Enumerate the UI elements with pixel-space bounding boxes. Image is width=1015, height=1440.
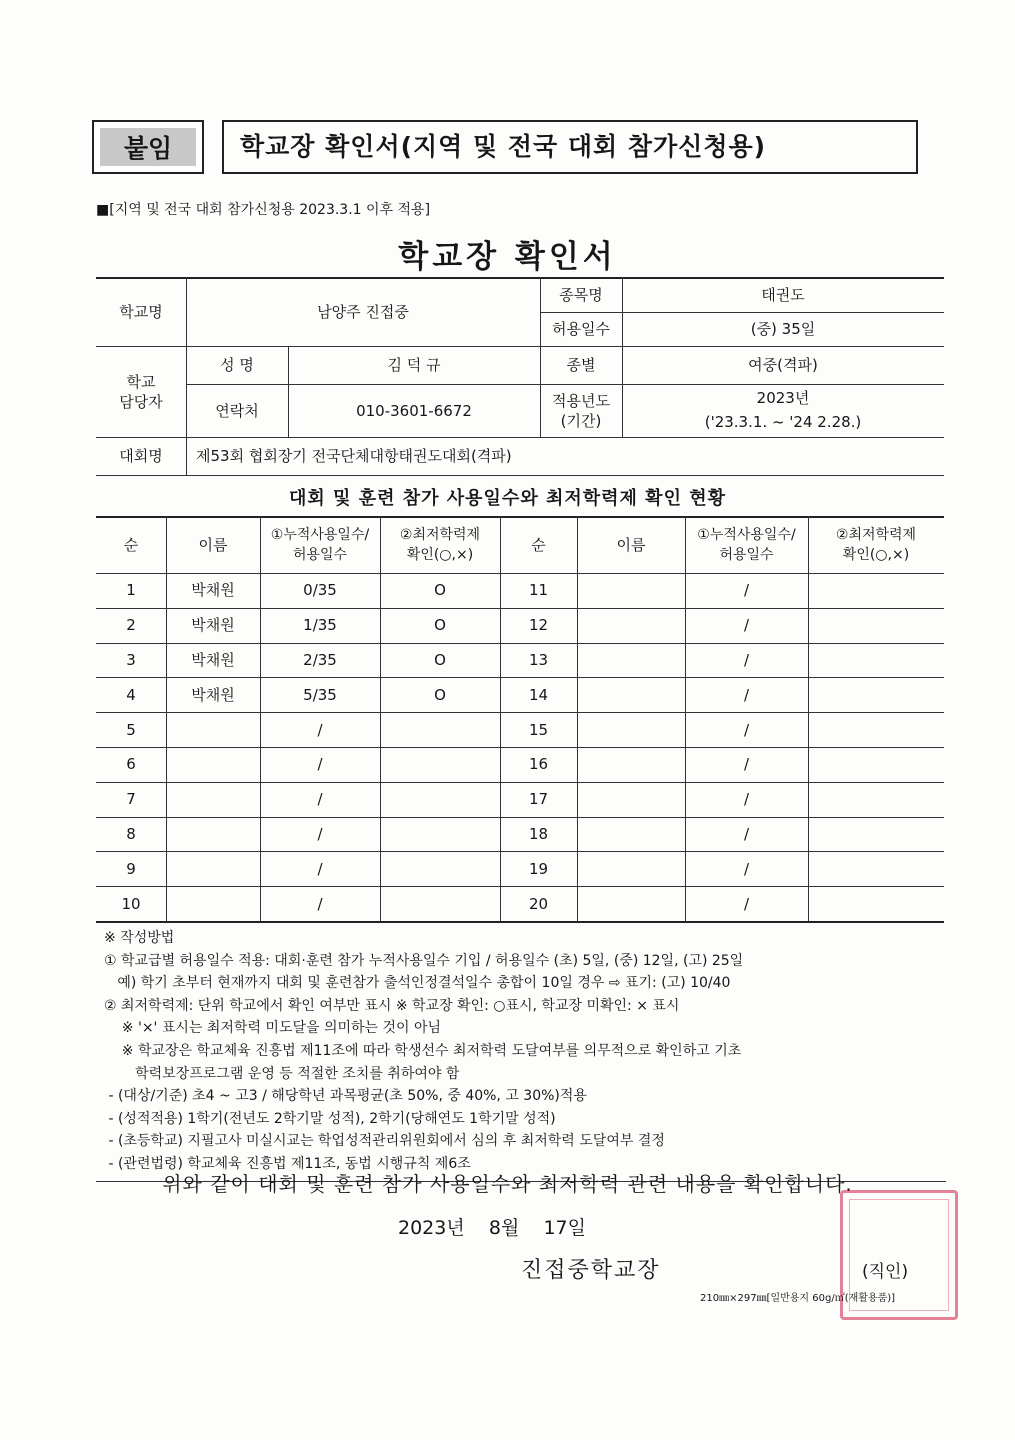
table-cell: 3 (126, 650, 136, 669)
table-cell: 0/35 (303, 581, 337, 600)
table-cell (380, 886, 500, 921)
allowed-days-label: 허용일수 (552, 320, 610, 338)
table-cell: / (743, 685, 750, 704)
sport-value: 태권도 (761, 285, 805, 304)
instruction-line: - (대상/기준) 초4 ~ 고3 / 해당학년 과목평균(초 50%, 중 40%, 고 30%)적용 (104, 1088, 587, 1105)
instruction-line: - (초등학교) 지필고사 미실시교는 학업성적관리위원회에서 심의 후 최저학력 도달여부 결정 (104, 1133, 665, 1150)
table-cell (166, 886, 260, 921)
table-cell: / (743, 581, 750, 600)
table-cell: / (317, 720, 323, 739)
contact-label: 연락처 (215, 401, 259, 420)
table-cell: 16 (528, 755, 549, 774)
instruction-line: ※ '×' 표시는 최저학력 미도달을 의미하는 것이 아님 (104, 1020, 442, 1037)
manager-name-value: 김 덕 규 (387, 356, 441, 374)
table-cell: 9 (126, 859, 136, 878)
allowed-days-value: (중) 35일 (750, 320, 816, 338)
table-cell (577, 573, 685, 608)
table-cell: / (743, 616, 750, 635)
year-label: 적용년도 (기간) (552, 391, 610, 430)
table-cell (577, 817, 685, 852)
table-cell: 7 (126, 790, 136, 809)
table-cell: 5/35 (303, 685, 337, 704)
instruction-line: ① 학교급별 허용일수 적용: 대회·훈련 참가 누적사용일수 기입 / 허용일수 (초) 5일, (중) 12일, (고) 25일 (104, 952, 744, 969)
table-cell (380, 712, 500, 747)
table-cell: 8 (126, 824, 136, 843)
table-cell: / (743, 755, 750, 774)
table-cell: / (743, 650, 750, 669)
table-cell: 1 (126, 581, 136, 600)
table-header-cell: ②최저학력제 확인(○,×) (399, 526, 481, 563)
category-label: 종별 (566, 356, 596, 374)
table-cell (166, 782, 260, 817)
table-cell (166, 747, 260, 782)
category-value: 여중(격파) (748, 356, 818, 374)
school-value: 남양주 진접중 (317, 302, 409, 321)
applicability-note: ■[지역 및 전국 대회 참가신청용 2023.3.1 이후 적용] (96, 202, 431, 218)
table-cell: O (434, 616, 446, 635)
table-header-cell: 이름 (198, 535, 228, 554)
table-cell: 15 (528, 720, 549, 739)
status-section-title: 대회 및 훈련 참가 사용일수와 최저학력제 확인 현황 (288, 488, 726, 509)
table-cell (577, 886, 685, 921)
instruction-line: 학력보장프로그램 운영 등 적절한 조치를 취하여야 함 (104, 1065, 460, 1082)
table-row-border (96, 921, 944, 923)
event-label: 대회명 (119, 447, 163, 465)
table-cell (577, 851, 685, 886)
table-header-cell: 순 (531, 535, 546, 554)
principal-title: 진접중학교장 (521, 1258, 661, 1283)
table-cell (808, 677, 944, 712)
table-cell: 박채원 (191, 581, 235, 600)
table-cell (808, 886, 944, 921)
contact-value: 010-3601-6672 (356, 401, 472, 420)
event-value: 제53회 협회장기 전국단체대항태권도대회(격파) (196, 447, 512, 465)
instruction-line: ※ 작성방법 (104, 930, 175, 946)
manager-label: 학교 담당자 (119, 372, 163, 411)
table-cell: / (743, 790, 750, 809)
instruction-line: - (성적적용) 1학기(전년도 2학기말 성적), 2학기(당해연도 1학기말 성적) (104, 1110, 556, 1127)
table-cell (380, 782, 500, 817)
table-cell (380, 747, 500, 782)
table-cell (808, 573, 944, 608)
table-cell: / (317, 824, 323, 843)
table-cell (577, 608, 685, 643)
page-title: 학교장 확인서 (398, 239, 617, 275)
table-cell: / (743, 894, 750, 913)
table-cell: 13 (528, 650, 549, 669)
table-cell (577, 712, 685, 747)
table-cell (808, 643, 944, 678)
table-cell (380, 851, 500, 886)
issue-date: 2023년 8월 17일 (398, 1217, 586, 1239)
table-cell: 19 (528, 859, 549, 878)
table-cell (808, 817, 944, 852)
table-cell (808, 851, 944, 886)
table-cell: O (434, 685, 446, 704)
table-cell: 10 (121, 894, 141, 913)
table-cell: / (317, 755, 323, 774)
name-label: 성 명 (220, 356, 254, 374)
attachment-badge-label: 붙임 (100, 128, 196, 166)
table-header-cell: ①누적사용일수/ 허용일수 (697, 526, 796, 563)
table-header-cell: 이름 (616, 535, 646, 554)
table-cell: / (743, 859, 750, 878)
confirmation-statement: 위와 같이 대회 및 훈련 참가 사용일수와 최저학력 관련 내용을 확인합니다. (162, 1172, 853, 1196)
table-cell: O (434, 581, 446, 600)
paper-spec: 210㎜×297㎜[일반용지 60g/㎡(재활용품)] (700, 1293, 896, 1304)
table-cell (166, 817, 260, 852)
seal-mark: (직인) (862, 1262, 909, 1282)
writing-instructions (104, 927, 944, 1176)
table-cell (808, 608, 944, 643)
table-cell: 5 (126, 720, 136, 739)
table-cell: / (317, 894, 323, 913)
table-cell (577, 677, 685, 712)
table-cell: / (317, 790, 323, 809)
table-header-cell: ②최저학력제 확인(○,×) (835, 526, 917, 563)
table-cell: 2 (126, 616, 136, 635)
table-cell: / (743, 824, 750, 843)
year-value: 2023년 (756, 389, 810, 407)
table-cell: 20 (528, 894, 549, 913)
table-cell (577, 643, 685, 678)
table-cell (380, 817, 500, 852)
table-cell: 14 (528, 685, 549, 704)
table-cell: / (743, 720, 750, 739)
table-cell: 6 (126, 755, 136, 774)
sport-label: 종목명 (559, 285, 603, 304)
instruction-line: ※ 학교장은 학교체육 진흥법 제11조에 따라 학생선수 최저학력 도달여부를 의무적으로 확인하고 기초 (104, 1042, 742, 1059)
table-cell (577, 747, 685, 782)
instruction-line: ② 최저학력제: 단위 학교에서 확인 여부만 표시 ※ 학교장 확인: ○표시, 학교장 미확인: × 표시 (104, 997, 680, 1014)
table-cell (808, 782, 944, 817)
period-value: ('23.3.1. ~ '24 2.28.) (704, 413, 862, 431)
table-header-cell: 순 (123, 535, 139, 554)
table-cell: 1/35 (303, 616, 337, 635)
table-cell: 박채원 (191, 650, 235, 669)
table-cell: 4 (126, 685, 136, 704)
instruction-line: 예) 학기 초부터 현재까지 대회 및 훈련참가 출석인정결석일수 총합이 10일 경우 ⇨ 표기: (고) 10/40 (104, 975, 731, 992)
table-cell: 17 (528, 790, 549, 809)
instruction-line: - (관련법령) 학교체육 진흥법 제11조, 동법 시행규칙 제6조 (104, 1155, 471, 1172)
info-line (96, 475, 944, 476)
table-cell: 박채원 (191, 685, 235, 704)
school-label: 학교명 (119, 302, 163, 321)
table-cell (808, 712, 944, 747)
table-cell: / (317, 859, 323, 878)
table-cell: 11 (528, 581, 549, 600)
attachment-badge (92, 120, 204, 174)
table-cell: O (434, 650, 446, 669)
table-cell (577, 782, 685, 817)
table-cell: 2/35 (303, 650, 337, 669)
table-cell: 18 (528, 824, 549, 843)
table-cell: 박채원 (191, 616, 235, 635)
document-header-title: 학교장 확인서(지역 및 전국 대회 참가신청용) (222, 120, 918, 174)
table-cell (808, 747, 944, 782)
table-cell: 12 (528, 616, 549, 635)
table-header-cell: ①누적사용일수/ 허용일수 (270, 526, 370, 563)
table-cell (166, 712, 260, 747)
table-cell (166, 851, 260, 886)
